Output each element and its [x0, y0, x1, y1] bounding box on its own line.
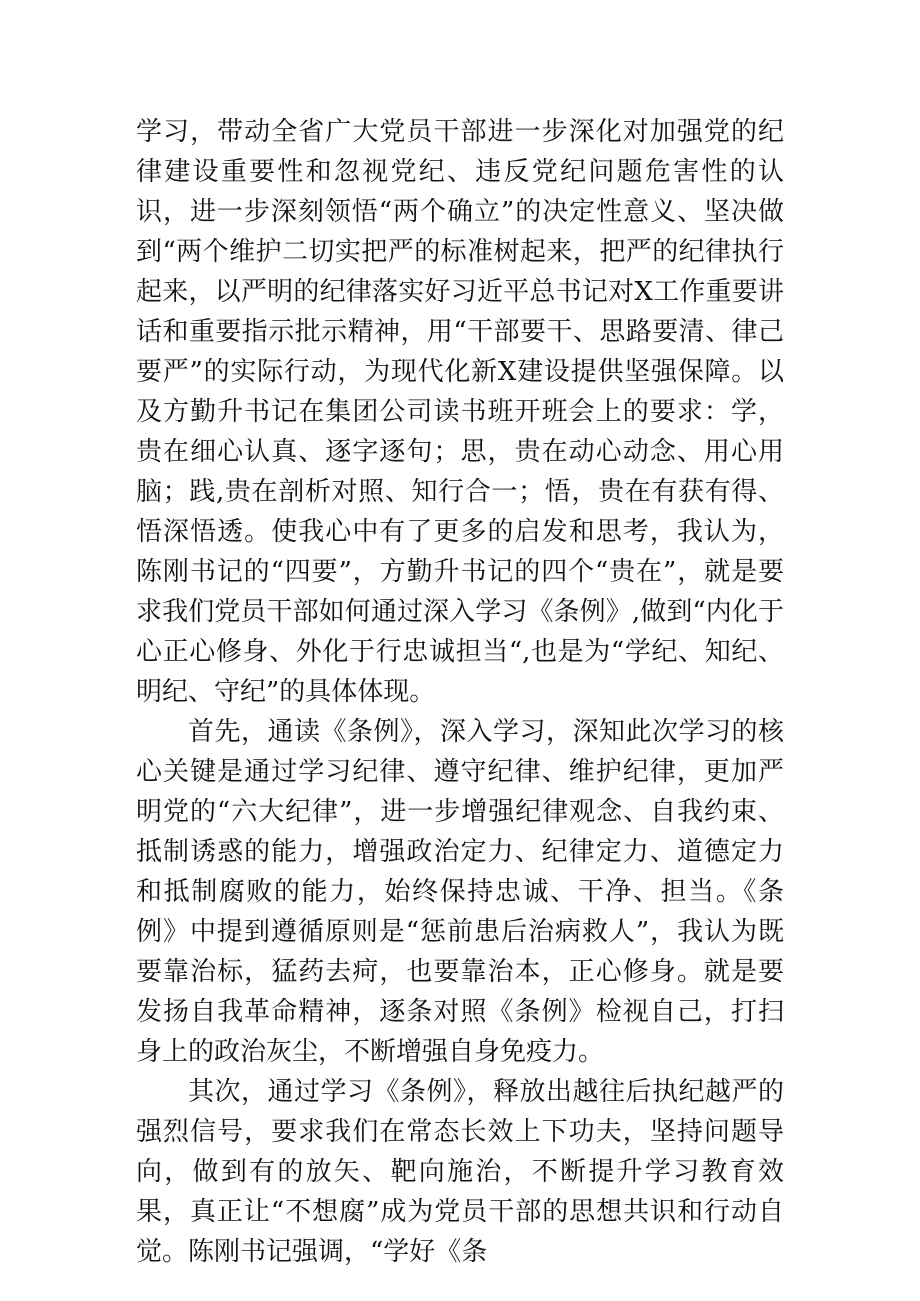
document-body [136, 112, 784, 1272]
paragraph-1: 学习，带动全省广大党员干部进一步深化对加强党的纪律建设重要性和忽视党纪、违反党纪问题危害性的认识，进一步深刻领悟“两个确立”的决定性意义、坚决做到“两个维护二切实把严的标准树起来，把严的纪律执行起来，以严明的纪律落实好习近平总书记对X工作重要讲话和重要指示批示精神，用“干部要干、思路要清、律己要严”的实际行动，为现代化新X建设提供坚强保障。以及方勤升书记在集团公司读书班开班会上的要求：学，贵在细心认真、逐字逐句；思，贵在动心动念、用心用脑；践,贵在剖析对照、知行合一；悟，贵在有获有得、悟深悟透。使我心中有了更多的启发和思考，我认为，陈刚书记的“四要”，方勤升书记的四个“贵在”，就是要求我们党员干部如何通过深入学习《条例》,做到“内化于心正心修身、外化于行忠诚担当“,也是为“学纪、知纪、明纪、守纪”的具体体现。 [136, 117, 784, 707]
paragraph-2: 首先，通读《条例》，深入学习，深知此次学习的核心关键是通过学习纪律、遵守纪律、维护纪律，更加严明党的“六大纪律”，进一步增强纪律观念、自我约束、抵制诱惑的能力，增强政治定力、纪律定力、道德定力和抵制腐败的能力，始终保持忠诚、干净、担当。《条例》中提到遵循原则是“惩前患后治病救人”，我认为既要靠治标，猛药去疴，也要靠治本，正心修身。就是要发扬自我革命精神，逐条对照《条例》检视自己，打扫身上的政治灰尘，不断增强自身免疫力。 [136, 717, 784, 1067]
paragraph-3: 其次，通过学习《条例》，释放出越往后执纪越严的强烈信号，要求我们在常态长效上下功夫，坚持问题导向，做到有的放矢、靶向施治，不断提升学习教育效果，真正让“不想腐”成为党员干部的思想共识和行动自觉。陈刚书记强调，“学好《条 [136, 1077, 784, 1267]
